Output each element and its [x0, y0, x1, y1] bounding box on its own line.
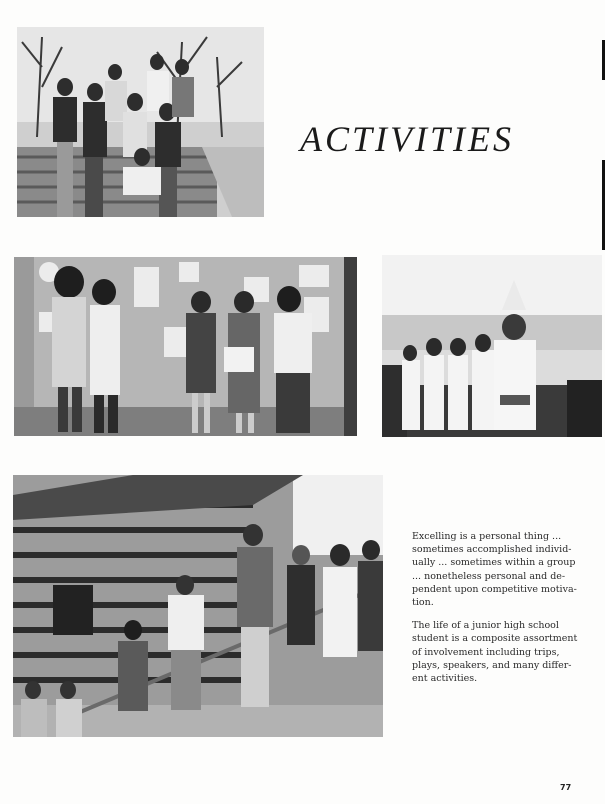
- page-title: ACTIVITIES: [300, 119, 514, 159]
- photo-group-at-log-cabin: [13, 475, 383, 737]
- photo-performers-with-headdresses: [382, 255, 602, 437]
- photo-students-on-steps: [17, 27, 264, 217]
- paragraph-excelling: Excelling is a personal thing ... sometimes accomplished individ- ually ... sometimes within a group ... nonetheless personal and de- pendent upon competitive motiva- tion.: [412, 531, 577, 609]
- body-text: [412, 530, 582, 695]
- page-number: 77: [560, 783, 572, 792]
- photo-students-at-bulletin-board: [14, 257, 357, 436]
- paragraph-junior-high-life: The life of a junior high school student is a composite assortment of involvement including trips, plays, speakers, and many differ- ent activities.: [412, 620, 578, 685]
